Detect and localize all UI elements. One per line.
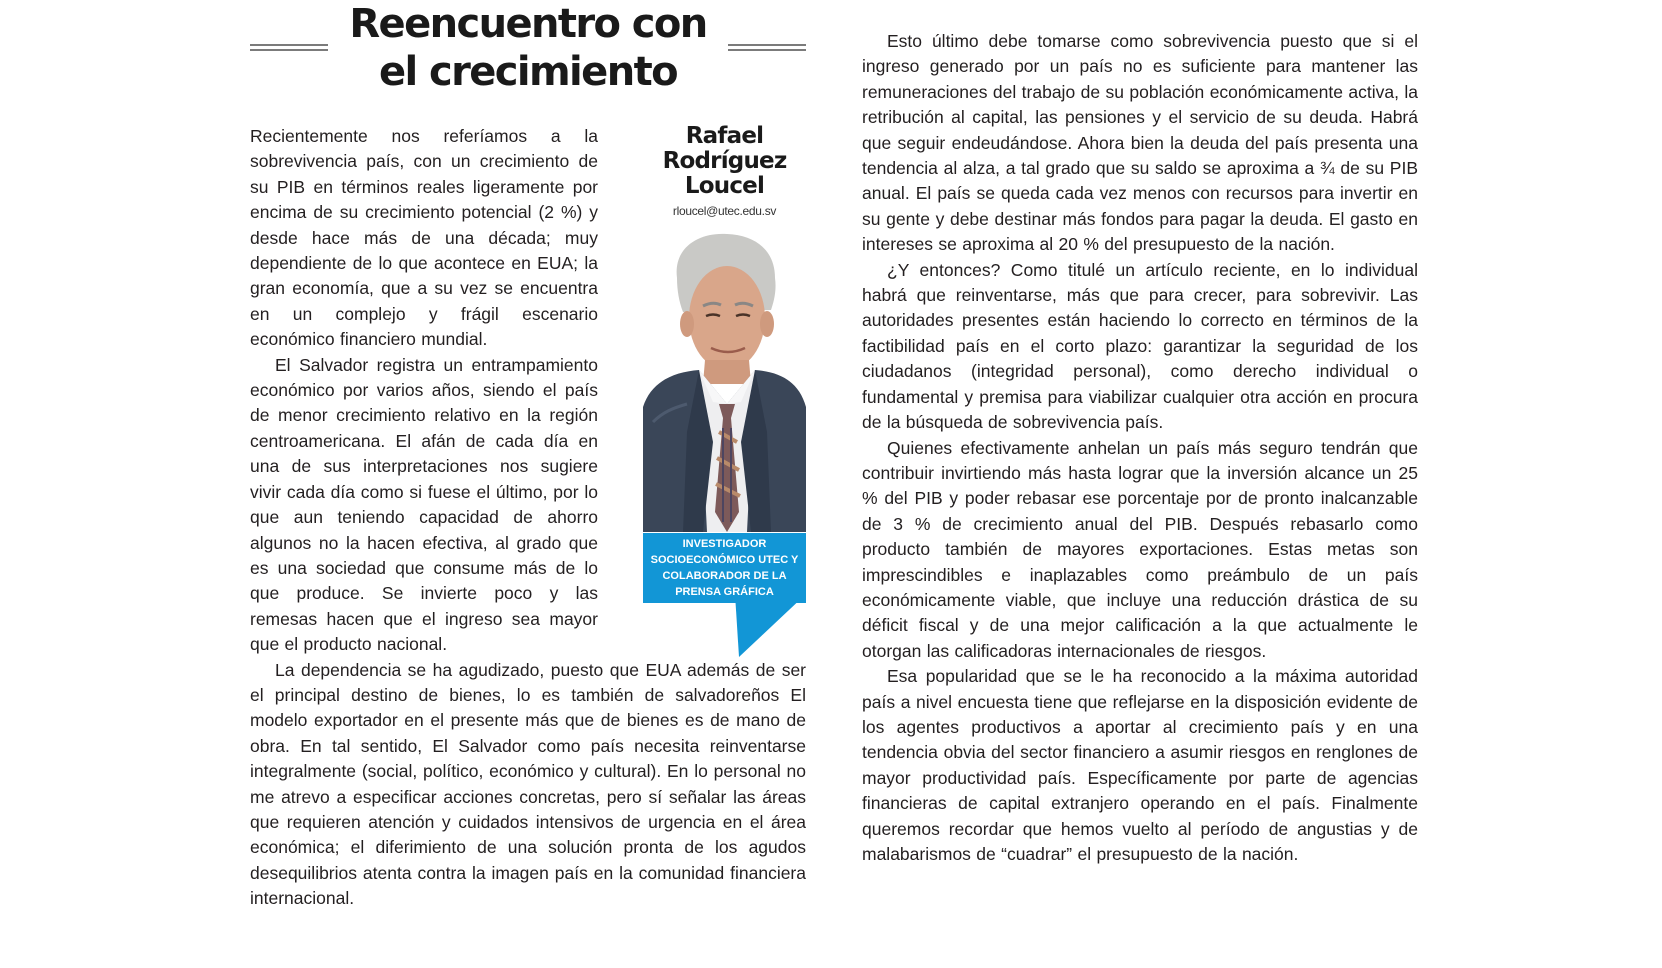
headline: Reencuentro con el crecimiento <box>349 1 707 95</box>
author-name-line-2: Rodríguez <box>662 148 787 174</box>
article-paragraph-4: Esto último debe tomarse como sobrevivencia puesto que si el ingreso generado por un país no es suficiente para mantener las remuneraciones del trabajo de su población económicamente activa, la retribución al capital, las pensiones y el servicio de su deuda. Habrá que seguir endeudándose. Ahora bien la deuda del país presenta una tendencia al alza, a tal grado que su saldo se aproxima a ¾ de su PIB anual. El país se queda cada vez menos con recursos para invertir en su gente y debe destinar más fondos para pagar la deuda. El gasto en intereses se aproxima al 20 % del presupuesto de la nación. <box>862 31 1418 255</box>
article-paragraph-5: ¿Y entonces? Como titulé un artículo reciente, en lo individual habrá que reinventarse, más que para crecer, para sobrevivir. Las autoridades presentes están haciendo lo correcto en términos de la factibilidad país en el corto plazo: garantizar la seguridad de los ciudadanos (integridad personal), como derecho individual o fundamental y premisa para viabilizar cualquier otra acción en procura de la búsqueda de sobrevivencia país. <box>862 259 1418 433</box>
article-column-right <box>862 29 1418 867</box>
article-paragraph-7: Esa popularidad que se le ha reconocido a la máxima autoridad país a nivel encuesta tiene que reflejarse en la disposición evidente de los agentes productivos a aportar al crecimiento país y en una tendencia obvia del sector financiero a asumir riesgos en renglones de mayor productividad país. Específicamente por parte de agencias financieras de capital extranjero operando en el país. Finalmente queremos recordar que hemos vuelto al período de angustias y de malabarismos de “cuadrar” el presupuesto de la nación. <box>862 666 1418 864</box>
author-role-text: INVESTIGADOR SOCIOECONÓMICO UTEC Y COLABORADOR DE LA PRENSA GRÁFICA <box>650 538 799 598</box>
author-name-line-1: Rafael <box>685 123 764 149</box>
article-paragraph-6: Quienes efectivamente anhelan un país más seguro tendrán que contribuir invirtiendo más hasta lograr que la inversión alcance un 25 % del PIB y poder rebasar ese porcentaje por de pronto inalcanzable de 3 % de crecimiento anual del PIB. Después rebasarlo como producto también de mayores exportaciones. Estas metas son imprescindibles e inaplazables como preámbulo de un país económicamente viable, que incluye una reducción drástica de su déficit fiscal y de una mejor calificación a la que actualmente le otorgan las calificadoras internacionales de riesgos. <box>862 437 1418 661</box>
headline-rule-left <box>250 44 328 51</box>
article-paragraph-3: La dependencia se ha agudizado, puesto que EUA además de ser el principal destino de bienes, lo es también de salvadoreños El modelo exportador en el presente más que de bienes es de mano de obra. En tal sentido, El Salvador como país necesita reinventarse integralmente (social, político, económico y cultural). En lo personal no me atrevo a especificar acciones concretas, pero sí señalar las áreas que requieren atención y cuidados intensivos de urgencia en el área económica; el diferimiento de una solución pronta de los agudos desequilibrios atenta contra la imagen país en la comunidad financiera internacional. <box>250 659 806 909</box>
headline-rule-right <box>728 44 806 51</box>
author-name-line-3: Loucel <box>684 173 765 199</box>
author-box <box>643 124 806 652</box>
headline-block <box>250 0 806 100</box>
author-role-badge <box>643 533 806 603</box>
author-name <box>643 124 806 199</box>
article-paragraph-2: El Salvador registra un entrampamiento económico por varios años, siendo el país de menor crecimiento relativo en la región centroamericana. El afán de cada día en una de sus interpretaciones nos sugiere vivir cada día como si fuese el último, por lo que aun teniendo capacidad de ahorro algunos no la hacen efectiva, al grado que es una sociedad que consume más de lo que produce. Se invierte poco y las remesas hacen que el ingreso sea mayor que el producto nacional. <box>250 354 598 655</box>
author-email: rloucel@utec.edu.sv <box>672 204 777 218</box>
article-paragraph-1: Recientemente nos referíamos a la sobrevivencia país, con un crecimiento de su PIB en términos reales ligeramente por encima de su crecimiento potencial (2 %) y desde hace más de una década; muy dependiente de lo que acontece en EUA; la gran economía, que a su vez se encuentra en un complejo y frágil escenario económico financiero mundial. <box>250 126 598 350</box>
